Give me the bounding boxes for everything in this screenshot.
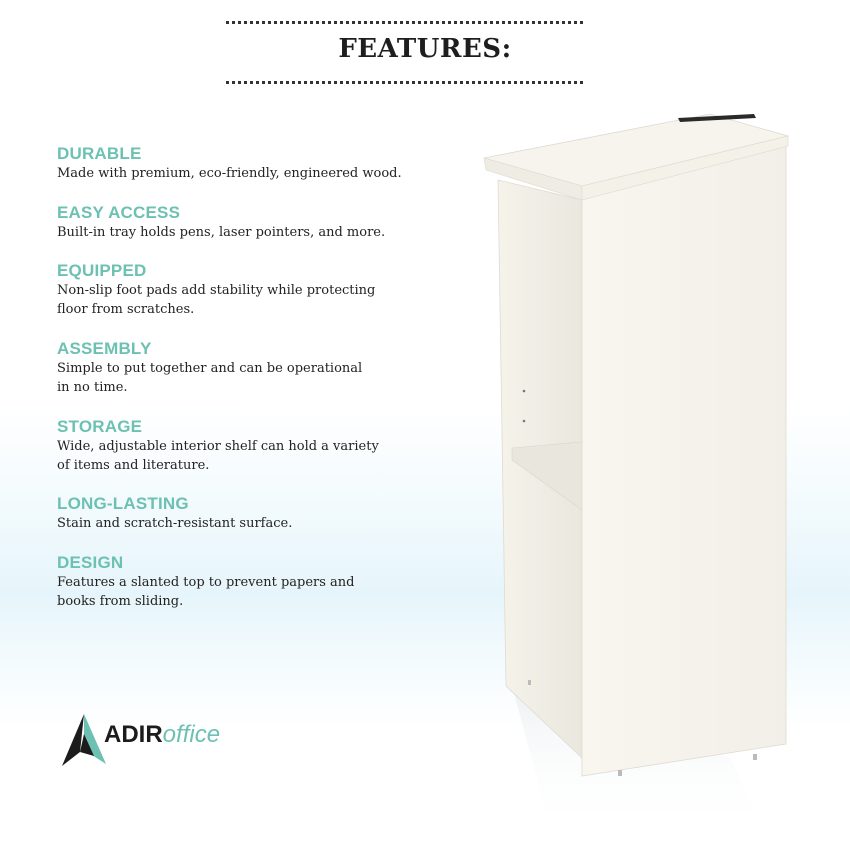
feature-title: DESIGN <box>57 553 124 572</box>
feature-title: STORAGE <box>57 417 143 436</box>
feature-title: LONG-LASTING <box>57 494 189 513</box>
feature-description: Wide, adjustable interior shelf can hold a variety of items and literature. <box>57 439 379 473</box>
feature-description: Made with premium, eco-friendly, engineered wood. <box>57 166 402 181</box>
feature-description: Built-in tray holds pens, laser pointers, and more. <box>57 225 386 240</box>
brand-name <box>104 721 220 749</box>
feature-title: EQUIPPED <box>57 261 147 280</box>
brand-logo <box>60 712 260 772</box>
bottom-dotted-divider <box>226 81 583 84</box>
page-title: FEATURES: <box>338 34 512 64</box>
brand-mark-icon <box>60 712 108 768</box>
feature-title: EASY ACCESS <box>57 203 181 222</box>
feature-description: Non-slip foot pads add stability while protecting floor from scratches. <box>57 283 376 317</box>
feature-description: Simple to put together and can be operational in no time. <box>57 361 363 395</box>
podium-image <box>470 108 800 838</box>
feature-design <box>57 553 477 611</box>
feature-long-lasting <box>57 494 477 533</box>
feature-easy-access <box>57 203 477 242</box>
feature-equipped <box>57 261 477 319</box>
feature-storage <box>57 417 477 475</box>
top-dotted-divider <box>226 21 583 24</box>
feature-assembly <box>57 339 477 397</box>
brand-name-italic: office <box>162 721 221 748</box>
feature-description: Stain and scratch-resistant surface. <box>57 516 293 531</box>
feature-title: ASSEMBLY <box>57 339 152 358</box>
feature-description: Features a slanted top to prevent papers and books from sliding. <box>57 575 355 609</box>
feature-durable <box>57 144 477 183</box>
feature-title: DURABLE <box>57 144 142 163</box>
brand-name-bold: ADIR <box>104 721 163 748</box>
